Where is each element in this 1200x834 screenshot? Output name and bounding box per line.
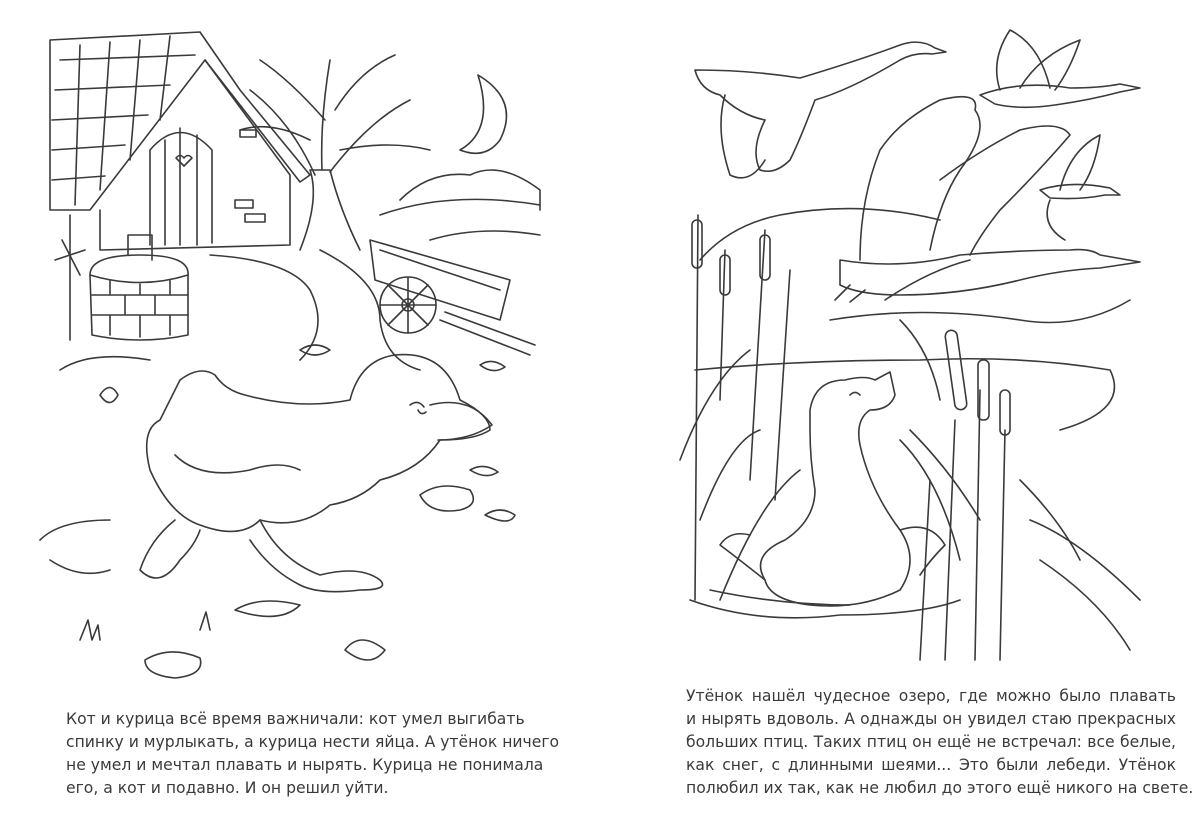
caption-line: Кот и курица всё время важничали: кот умел выгибать bbox=[66, 710, 525, 728]
swimming-duckling-drawing bbox=[690, 372, 960, 618]
well-drawing bbox=[55, 215, 188, 340]
cart-drawing bbox=[370, 240, 535, 355]
swans-over-lake-illustration bbox=[600, 0, 1200, 680]
caption-line: Утёнок нашёл чудесное озеро, где можно было плавать bbox=[686, 687, 1176, 705]
caption-line: больших птиц. Таких птиц он ещё не встречал: все белые, bbox=[686, 733, 1176, 751]
house-drawing bbox=[50, 32, 310, 250]
caption-line: не умел и мечтал плавать и нырять. Курица не понимала bbox=[66, 756, 544, 774]
duckling-drawing bbox=[140, 355, 492, 592]
right-page-caption bbox=[686, 685, 1194, 800]
moon-drawing bbox=[460, 75, 506, 153]
flying-swan-drawing bbox=[695, 42, 946, 178]
caption-line: и нырять вдоволь. А однажды он увидел стаю прекрасных bbox=[686, 710, 1176, 728]
duckling-leaving-farm-illustration bbox=[0, 0, 600, 700]
tree-drawing bbox=[240, 55, 540, 250]
caption-line: спинку и мурлыкать, а курица нести яйца. А утёнок ничего bbox=[66, 733, 560, 751]
caption-line: полюбил их так, как не любил до этого ещё никого на свете. bbox=[686, 779, 1194, 797]
flying-swan-drawing bbox=[1040, 135, 1120, 240]
reeds-drawing bbox=[680, 215, 1140, 660]
flying-swan-drawing bbox=[980, 30, 1140, 107]
left-page-caption bbox=[66, 708, 566, 800]
caption-line: как снег, с длинными шеями... Это были лебеди. Утёнок bbox=[686, 756, 1176, 774]
flying-swan-drawing bbox=[835, 97, 1140, 302]
caption-line: его, а кот и подавно. И он решил уйти. bbox=[66, 779, 389, 797]
right-page bbox=[600, 0, 1200, 834]
